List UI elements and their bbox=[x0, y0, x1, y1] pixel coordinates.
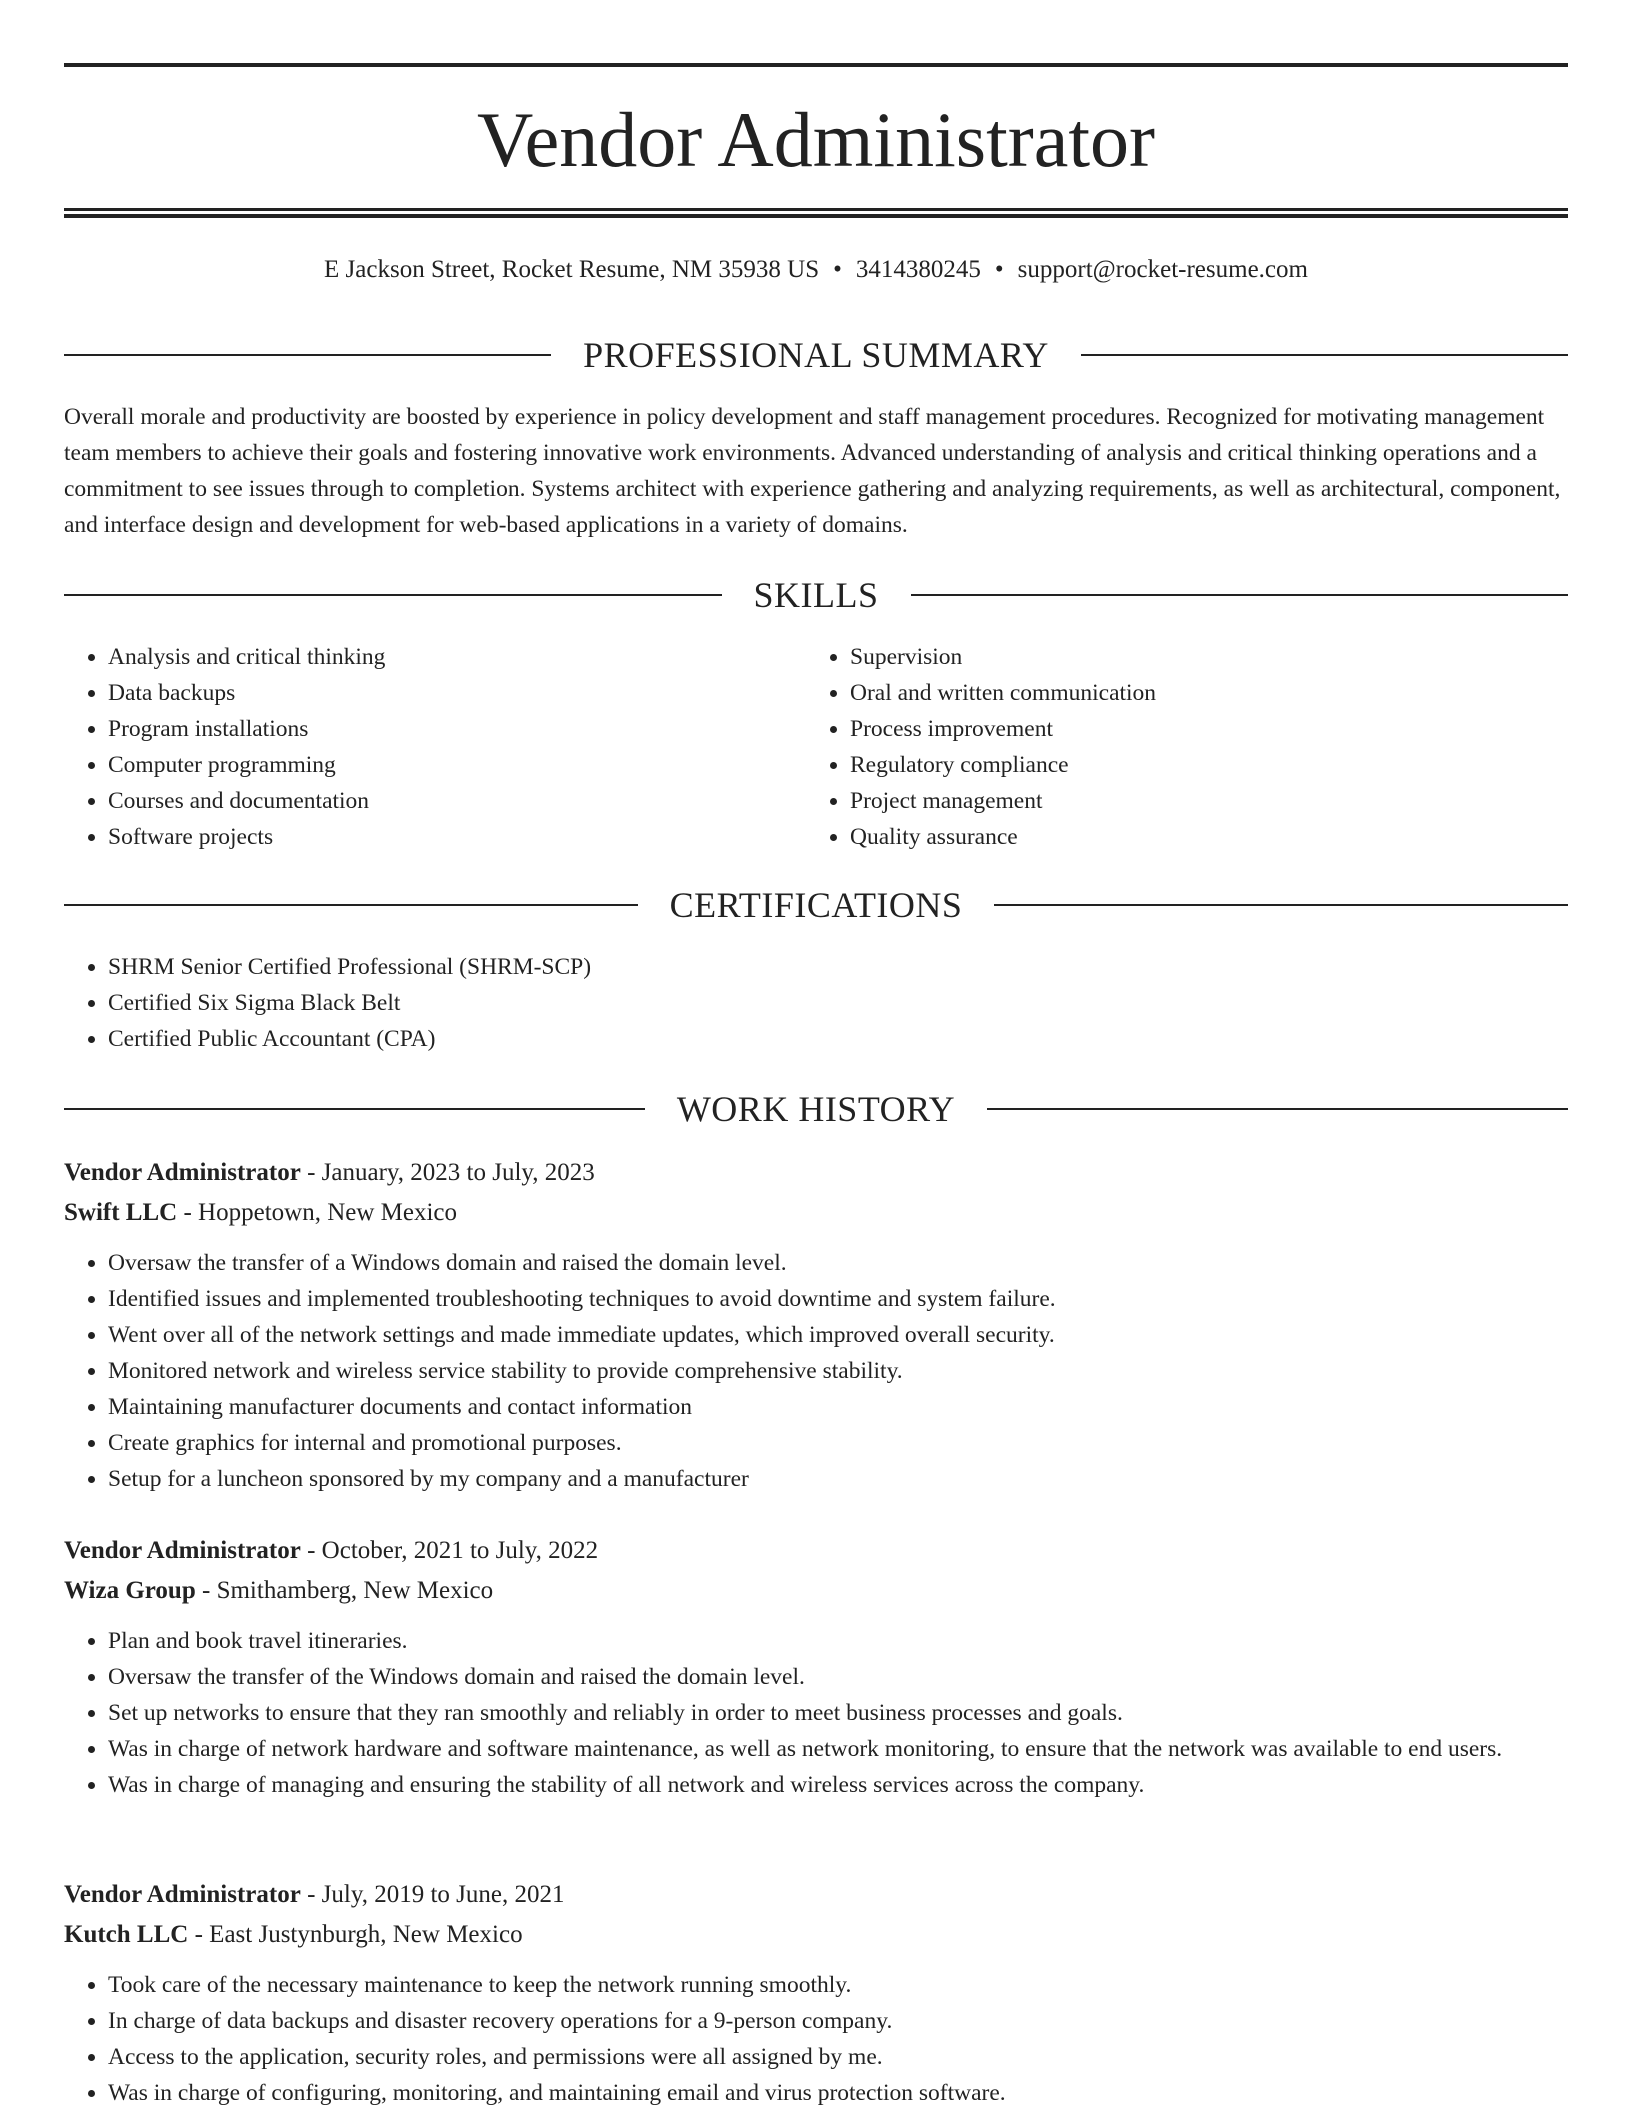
summary-section-title: PROFESSIONAL SUMMARY bbox=[583, 335, 1049, 375]
job-bullet: • Took care of the necessary maintenance to keep the network running smoothly. bbox=[108, 1967, 1568, 2003]
certification-item: • Certified Six Sigma Black Belt bbox=[108, 985, 1568, 1021]
job-bullet: • In charge of data backups and disaster recovery operations for a 9-person company. bbox=[108, 2003, 1568, 2039]
job-bullet: • Identified issues and implemented troubleshooting techniques to avoid downtime and system failure. bbox=[108, 1281, 1568, 1317]
double-rule bbox=[64, 208, 1568, 218]
skill-item: • Courses and documentation bbox=[108, 783, 385, 819]
skill-item: • Program installations bbox=[108, 711, 385, 747]
top-rule bbox=[64, 63, 1568, 67]
job-bullets bbox=[64, 1967, 1568, 2111]
job-company: Swift LLC bbox=[64, 1199, 178, 1226]
skills-column-left bbox=[64, 639, 385, 855]
job-bullet: • Oversaw the transfer of a Windows domain and raised the domain level. bbox=[108, 1245, 1568, 1281]
certifications-list bbox=[64, 949, 1568, 1057]
job-bullet: • Plan and book travel itineraries. bbox=[108, 1623, 1568, 1659]
work-section-header bbox=[64, 1084, 1568, 1134]
skill-item: • Regulatory compliance bbox=[850, 747, 1156, 783]
job-title-line: Vendor Administrator - July, 2019 to June, 2021 bbox=[64, 1881, 565, 1908]
divider-line bbox=[994, 904, 1568, 906]
contact-email: support@rocket-resume.com bbox=[1017, 256, 1308, 283]
divider-line bbox=[64, 354, 551, 356]
job-bullet: • Went over all of the network settings and made immediate updates, which improved overall security. bbox=[108, 1317, 1568, 1353]
work-section-title: WORK HISTORY bbox=[676, 1089, 956, 1129]
skills-section-header bbox=[64, 570, 1568, 620]
skill-item: • Supervision bbox=[850, 639, 1156, 675]
job-entry bbox=[64, 1531, 1568, 1803]
skills-list-left bbox=[64, 639, 385, 855]
job-company-line: Kutch LLC - East Justynburgh, New Mexico bbox=[64, 1921, 523, 1948]
job-bullet: • Was in charge of managing and ensuring the stability of all network and wireless services across the company. bbox=[108, 1767, 1568, 1803]
job-entry bbox=[64, 1153, 1568, 1497]
job-title: Vendor Administrator bbox=[64, 1881, 301, 1908]
certifications-block bbox=[64, 949, 1568, 1057]
skill-item: • Quality assurance bbox=[850, 819, 1156, 855]
contact-address: E Jackson Street, Rocket Resume, NM 35938 US bbox=[324, 256, 820, 283]
job-bullet: • Setup for a luncheon sponsored by my company and a manufacturer bbox=[108, 1461, 1568, 1497]
job-company: Wiza Group bbox=[64, 1577, 196, 1604]
contact-separator: • bbox=[994, 256, 1004, 283]
resume-name: Vendor Administrator bbox=[476, 96, 1156, 183]
contact-line bbox=[64, 252, 1568, 288]
skill-item: • Software projects bbox=[108, 819, 385, 855]
job-bullet: • Was in charge of configuring, monitoring, and maintaining email and virus protection software. bbox=[108, 2075, 1568, 2111]
job-bullet: • Access to the application, security roles, and permissions were all assigned by me. bbox=[108, 2039, 1568, 2075]
summary-section-header bbox=[64, 330, 1568, 380]
job-dates: January, 2023 to July, 2023 bbox=[321, 1159, 595, 1186]
divider-line bbox=[911, 594, 1569, 596]
skills-section-title: SKILLS bbox=[753, 575, 879, 615]
skill-item: • Oral and written communication bbox=[850, 675, 1156, 711]
skill-item: • Analysis and critical thinking bbox=[108, 639, 385, 675]
skill-item: • Process improvement bbox=[850, 711, 1156, 747]
certifications-section-header bbox=[64, 880, 1568, 930]
skill-item: • Computer programming bbox=[108, 747, 385, 783]
job-company-line: Wiza Group - Smithamberg, New Mexico bbox=[64, 1577, 494, 1604]
job-title-line: Vendor Administrator - October, 2021 to July, 2022 bbox=[64, 1537, 599, 1564]
job-bullets bbox=[64, 1623, 1568, 1803]
job-bullet: • Oversaw the transfer of the Windows domain and raised the domain level. bbox=[108, 1659, 1568, 1695]
job-dates: July, 2019 to June, 2021 bbox=[321, 1881, 565, 1908]
certification-item: • SHRM Senior Certified Professional (SHRM-SCP) bbox=[108, 949, 1568, 985]
job-location: Smithamberg, New Mexico bbox=[216, 1577, 494, 1604]
contact-separator: • bbox=[833, 256, 842, 283]
job-bullets bbox=[64, 1245, 1568, 1497]
summary-text: Overall morale and productivity are boosted by experience in policy development and staff management procedures. Recognized for motivating management team members to achieve their goals and fostering innovative work environments. Advanced understanding of analysis and critical thinking operations and a commitment to see issues through to completion. Systems architect with experience gathering and analyzing requirements, as well as architectural, component, and interface design and development for web-based applications in a variety of domains. bbox=[64, 404, 1561, 538]
divider-line bbox=[1081, 354, 1568, 356]
skills-list-right bbox=[806, 639, 1156, 855]
divider-line bbox=[64, 1108, 645, 1110]
skill-item: • Data backups bbox=[108, 675, 385, 711]
divider-line bbox=[987, 1108, 1568, 1110]
job-location: East Justynburgh, New Mexico bbox=[209, 1921, 523, 1948]
job-bullet: • Set up networks to ensure that they ran smoothly and reliably in order to meet business processes and goals. bbox=[108, 1695, 1568, 1731]
job-bullet: • Was in charge of network hardware and software maintenance, as well as network monitoring, to ensure that the network was available to end users. bbox=[108, 1731, 1568, 1767]
skill-item: • Project management bbox=[850, 783, 1156, 819]
job-title: Vendor Administrator bbox=[64, 1159, 301, 1186]
skills-column-right bbox=[806, 639, 1156, 855]
job-title-line: Vendor Administrator - January, 2023 to July, 2023 bbox=[64, 1159, 595, 1186]
job-entry bbox=[64, 1875, 1568, 2111]
job-bullet: • Maintaining manufacturer documents and contact information bbox=[108, 1389, 1568, 1425]
job-dates: October, 2021 to July, 2022 bbox=[321, 1537, 599, 1564]
job-bullet: • Monitored network and wireless service stability to provide comprehensive stability. bbox=[108, 1353, 1568, 1389]
job-company: Kutch LLC bbox=[64, 1921, 189, 1948]
contact-phone: 3414380245 bbox=[855, 256, 981, 283]
job-title: Vendor Administrator bbox=[64, 1537, 301, 1564]
divider-line bbox=[64, 904, 638, 906]
job-company-line: Swift LLC - Hoppetown, New Mexico bbox=[64, 1199, 458, 1226]
certification-item: • Certified Public Accountant (CPA) bbox=[108, 1021, 1568, 1057]
certifications-section-title: CERTIFICATIONS bbox=[669, 885, 963, 925]
job-location: Hoppetown, New Mexico bbox=[198, 1199, 458, 1226]
divider-line bbox=[64, 594, 722, 596]
job-bullet: • Create graphics for internal and promotional purposes. bbox=[108, 1425, 1568, 1461]
